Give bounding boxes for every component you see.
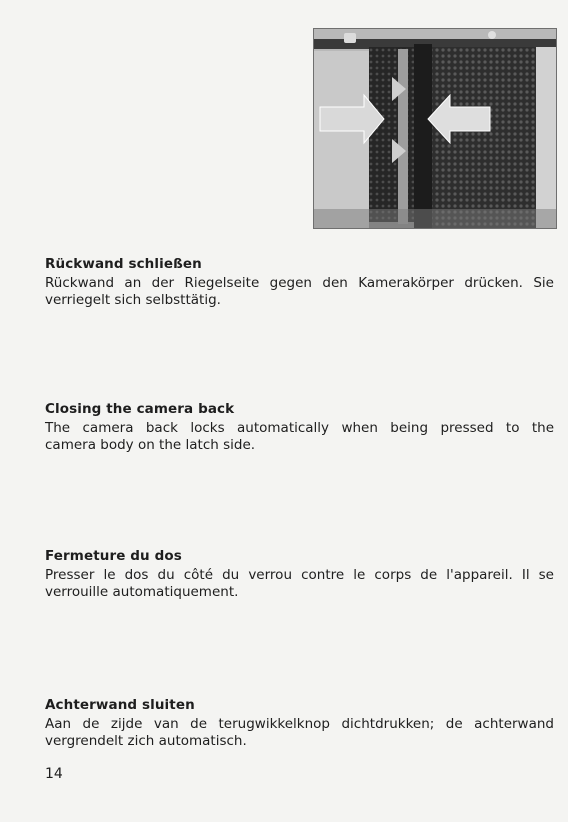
- body-line: verrouille automatiquement.: [45, 584, 239, 600]
- body-line: verriegelt sich selbsttätig.: [45, 292, 221, 308]
- page-number: 14: [45, 766, 63, 782]
- camera-back-illustration: [314, 29, 556, 228]
- section-french: [45, 548, 554, 601]
- section-heading: Closing the camera back: [45, 401, 235, 417]
- section-english: [45, 401, 554, 454]
- section-dutch: [45, 697, 554, 750]
- section-body: [45, 420, 554, 454]
- section-german: [45, 256, 554, 309]
- section-heading: Rückwand schließen: [45, 256, 202, 272]
- camera-back-photo: [313, 28, 557, 229]
- body-line: Aan de zijde van de terugwikkelknop dichtdrukken; de achterwand: [45, 716, 554, 732]
- section-body: [45, 716, 554, 750]
- section-body: [45, 275, 554, 309]
- body-line: camera body on the latch side.: [45, 437, 256, 453]
- body-line: Rückwand an der Riegelseite gegen den Kamerakörper drücken. Sie: [45, 275, 554, 291]
- section-heading: Achterwand sluiten: [45, 697, 195, 713]
- body-line: Presser le dos du côté du verrou contre le corps de l'appareil. Il se: [45, 567, 554, 583]
- section-body: [45, 567, 554, 601]
- body-line: The camera back locks automatically when being pressed to the: [45, 420, 554, 436]
- section-heading: Fermeture du dos: [45, 548, 182, 564]
- body-line: vergrendelt zich automatisch.: [45, 733, 247, 749]
